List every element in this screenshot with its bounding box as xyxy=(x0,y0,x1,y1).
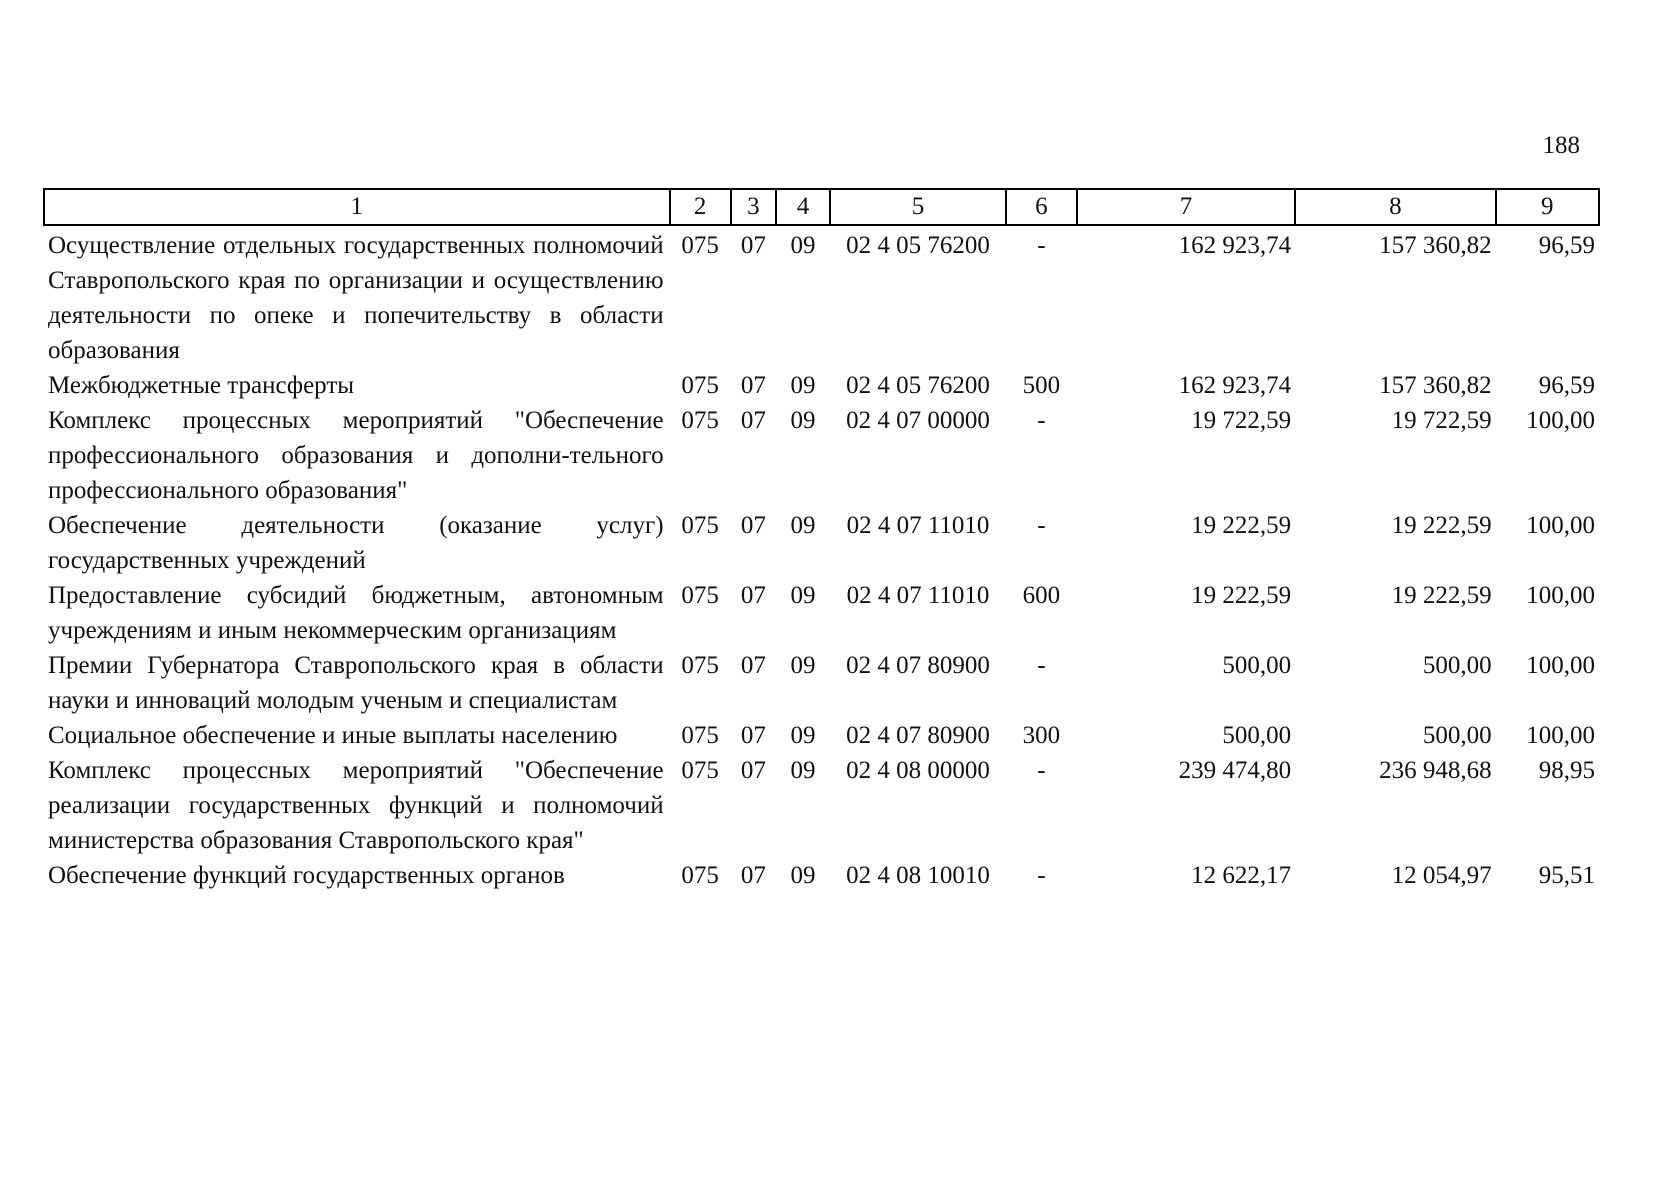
row-code-target: 02 4 07 80900 xyxy=(846,652,990,679)
row-value-planned: 239 474,80 xyxy=(1178,757,1292,784)
row-value-executed: 157 360,82 xyxy=(1379,232,1492,259)
row-value-percent: 95,51 xyxy=(1538,862,1595,889)
row-value-percent: 100,00 xyxy=(1526,582,1595,609)
row-value-planned: 19 722,59 xyxy=(1191,407,1292,434)
row-name: Межбюджетные трансферты xyxy=(48,372,355,399)
row-value-executed: 19 722,59 xyxy=(1391,407,1492,434)
row-code-subsection: 09 xyxy=(790,582,816,609)
row-code-subsection: 09 xyxy=(790,372,816,399)
row-code-section: 07 xyxy=(740,652,766,679)
row-name: Комплекс процессных мероприятий "Обеспечение профессионального образования и дополни-тельного профессионального образования" xyxy=(48,407,664,504)
header-row xyxy=(44,189,1599,225)
row-value-executed: 500,00 xyxy=(1422,652,1492,679)
row-code-expense-type: - xyxy=(1037,652,1046,679)
row-code-expense-type: 600 xyxy=(1022,582,1061,609)
row-code-subsection: 09 xyxy=(790,512,816,539)
page-number: 188 xyxy=(1542,132,1580,159)
row-value-percent: 100,00 xyxy=(1526,722,1595,749)
table-header xyxy=(44,189,1599,225)
row-value-percent: 96,59 xyxy=(1538,372,1595,399)
row-code-section: 07 xyxy=(740,757,766,784)
table-row xyxy=(44,403,1599,508)
row-code-section: 07 xyxy=(740,407,766,434)
header-col-9: 9 xyxy=(1496,189,1599,225)
row-value-planned: 500,00 xyxy=(1222,722,1292,749)
row-code-ministry: 075 xyxy=(681,722,719,749)
row-value-planned: 19 222,59 xyxy=(1191,582,1292,609)
row-value-planned: 162 923,74 xyxy=(1178,372,1292,399)
row-code-section: 07 xyxy=(740,862,766,889)
row-name: Социальное обеспечение и иные выплаты населению xyxy=(48,722,618,749)
row-code-ministry: 075 xyxy=(681,862,719,889)
row-value-executed: 19 222,59 xyxy=(1391,512,1492,539)
row-value-executed: 19 222,59 xyxy=(1391,582,1492,609)
row-code-section: 07 xyxy=(740,232,766,259)
row-code-ministry: 075 xyxy=(681,372,719,399)
row-value-executed: 500,00 xyxy=(1422,722,1492,749)
row-value-percent: 98,95 xyxy=(1538,757,1595,784)
header-col-6: 6 xyxy=(1006,189,1077,225)
row-code-expense-type: - xyxy=(1037,512,1046,539)
header-col-4: 4 xyxy=(776,189,830,225)
table-row xyxy=(44,648,1599,718)
header-col-7: 7 xyxy=(1077,189,1295,225)
row-code-target: 02 4 07 00000 xyxy=(846,407,990,434)
row-code-target: 02 4 07 80900 xyxy=(846,722,990,749)
row-code-target: 02 4 05 76200 xyxy=(846,372,990,399)
row-value-planned: 19 222,59 xyxy=(1191,512,1292,539)
row-code-section: 07 xyxy=(740,372,766,399)
budget-table xyxy=(43,188,1600,893)
row-code-ministry: 075 xyxy=(681,582,719,609)
row-value-planned: 12 622,17 xyxy=(1191,862,1292,889)
row-code-expense-type: - xyxy=(1037,407,1046,434)
row-code-ministry: 075 xyxy=(681,232,719,259)
row-code-subsection: 09 xyxy=(790,862,816,889)
header-col-3: 3 xyxy=(731,189,776,225)
header-col-5: 5 xyxy=(830,189,1006,225)
table-row xyxy=(44,578,1599,648)
row-value-planned: 500,00 xyxy=(1222,652,1292,679)
row-value-percent: 96,59 xyxy=(1538,232,1595,259)
row-code-expense-type: - xyxy=(1037,232,1046,259)
row-code-subsection: 09 xyxy=(790,232,816,259)
table-row xyxy=(44,225,1599,368)
row-code-ministry: 075 xyxy=(681,512,719,539)
row-name: Обеспечение деятельности (оказание услуг) государственных учреждений xyxy=(48,512,664,574)
row-code-expense-type: - xyxy=(1037,862,1046,889)
budget-table-container xyxy=(43,188,1600,893)
row-code-target: 02 4 05 76200 xyxy=(846,232,990,259)
row-name: Осуществление отдельных государственных полномочий Ставропольского края по организации и осуществлению деятельности по опеке и попечительству в области образования xyxy=(48,232,664,364)
row-code-section: 07 xyxy=(740,582,766,609)
header-col-8: 8 xyxy=(1295,189,1495,225)
table-row xyxy=(44,753,1599,858)
table-body xyxy=(44,225,1599,893)
row-code-section: 07 xyxy=(740,722,766,749)
row-value-percent: 100,00 xyxy=(1526,407,1595,434)
row-value-planned: 162 923,74 xyxy=(1178,232,1292,259)
row-name: Обеспечение функций государственных органов xyxy=(48,862,565,889)
row-code-target: 02 4 07 11010 xyxy=(846,582,990,609)
table-row xyxy=(44,718,1599,753)
row-code-subsection: 09 xyxy=(790,722,816,749)
header-col-2: 2 xyxy=(670,189,731,225)
table-row xyxy=(44,508,1599,578)
row-code-section: 07 xyxy=(740,512,766,539)
row-code-target: 02 4 08 00000 xyxy=(846,757,990,784)
row-code-ministry: 075 xyxy=(681,407,719,434)
row-code-ministry: 075 xyxy=(681,652,719,679)
row-code-expense-type: 300 xyxy=(1022,722,1061,749)
row-code-subsection: 09 xyxy=(790,757,816,784)
row-value-executed: 157 360,82 xyxy=(1379,372,1492,399)
row-name: Предоставление субсидий бюджетным, автономным учреждениям и иным некоммерческим организациям xyxy=(48,582,664,644)
row-code-expense-type: 500 xyxy=(1022,372,1061,399)
row-name: Премии Губернатора Ставропольского края в области науки и инноваций молодым ученым и специалистам xyxy=(48,652,664,714)
row-value-percent: 100,00 xyxy=(1526,652,1595,679)
row-code-ministry: 075 xyxy=(681,757,719,784)
row-name: Комплекс процессных мероприятий "Обеспечение реализации государственных функций и полномочий министерства образования Ставропольского края" xyxy=(48,757,664,854)
row-value-percent: 100,00 xyxy=(1526,512,1595,539)
header-col-1: 1 xyxy=(44,189,670,225)
row-value-executed: 236 948,68 xyxy=(1379,757,1492,784)
row-code-subsection: 09 xyxy=(790,407,816,434)
table-row xyxy=(44,368,1599,403)
row-code-target: 02 4 08 10010 xyxy=(846,862,990,889)
row-code-expense-type: - xyxy=(1037,757,1046,784)
table-row xyxy=(44,858,1599,893)
row-code-target: 02 4 07 11010 xyxy=(846,512,990,539)
row-value-executed: 12 054,97 xyxy=(1391,862,1492,889)
row-code-subsection: 09 xyxy=(790,652,816,679)
